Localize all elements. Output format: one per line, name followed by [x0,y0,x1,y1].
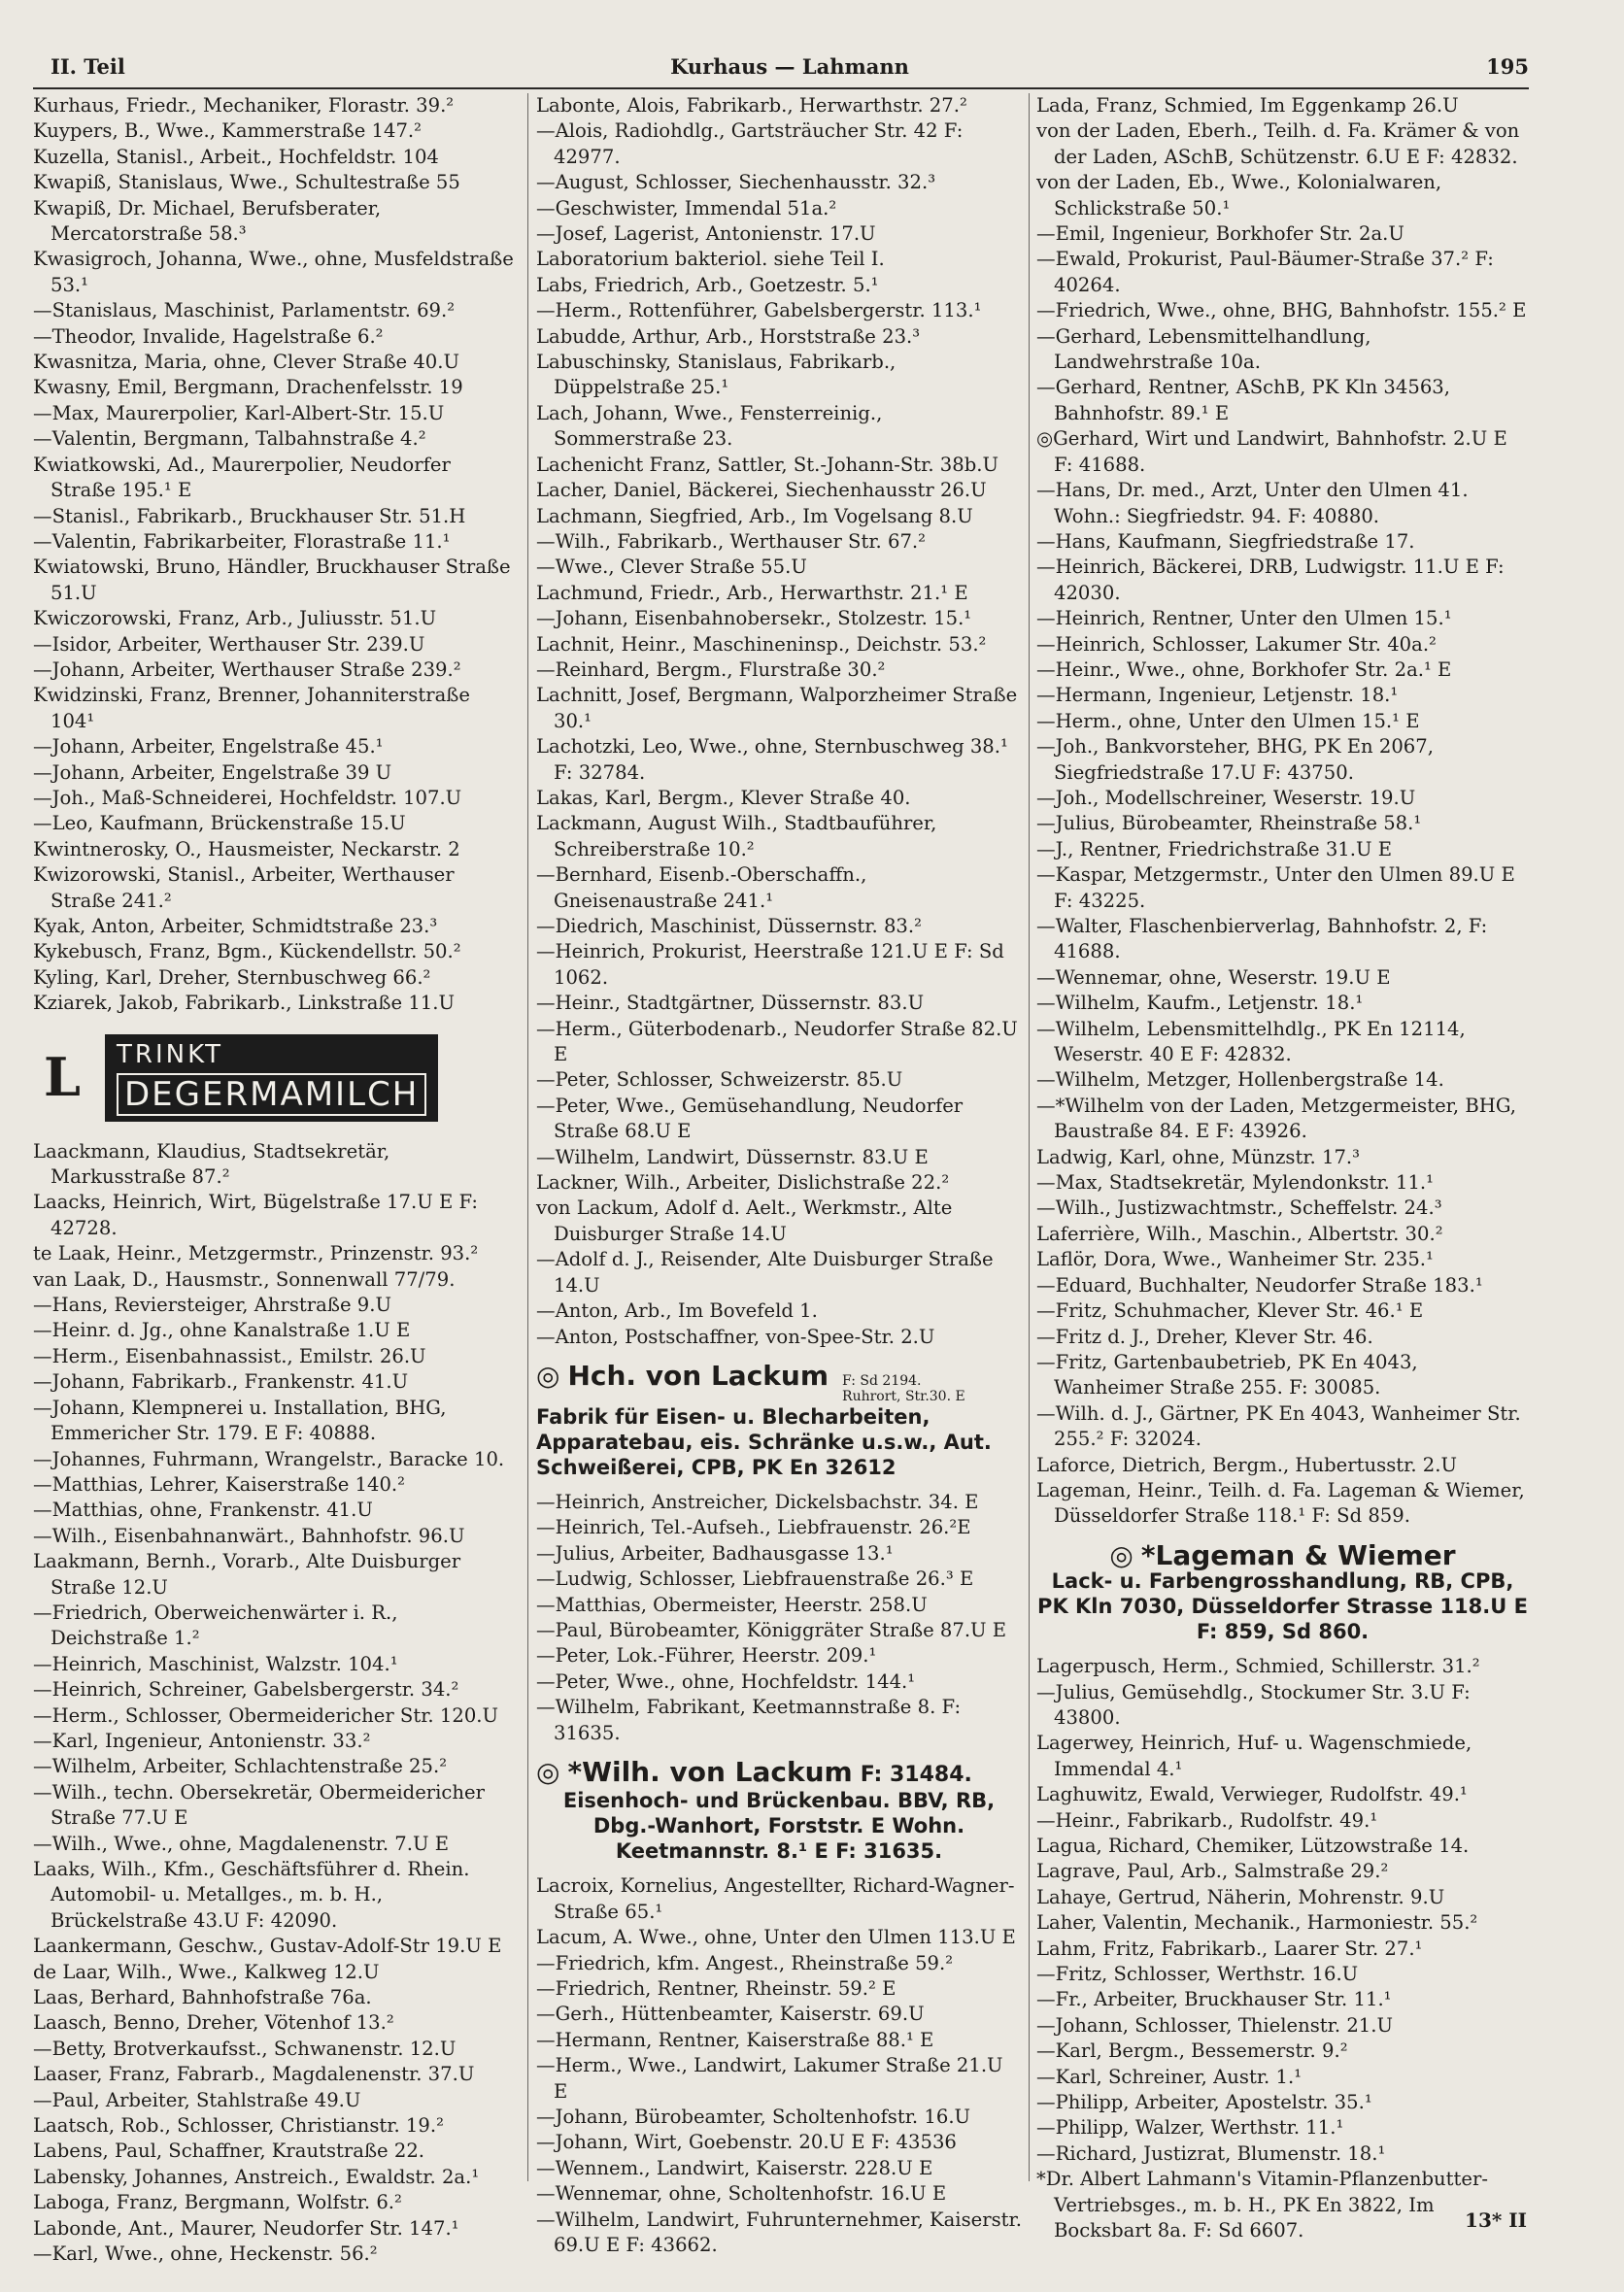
directory-entry: —*Wilhelm von der Laden, Metzgermeister, BHG, Baustraße 84. E F: 43926. [1036,1094,1517,1143]
directory-entry: Lada, Franz, Schmied, Im Eggenkamp 26.U [1036,94,1459,117]
directory-entry: —Karl, Wwe., ohne, Heckenstr. 56.² [33,2242,378,2266]
directory-entry: Kwasny, Emil, Bergmann, Drachenfelsstr. 19 [33,376,463,399]
directory-entry: —Josef, Lagerist, Antonienstr. 17.U [536,222,876,246]
directory-entry: —Heinrich, Bäckerei, DRB, Ludwigstr. 11.U E F: 42030. [1036,556,1505,604]
directory-entry: —Wwe., Clever Straße 55.U [536,556,807,579]
entry-list [536,93,1022,1350]
directory-entry: Lacroix, Kornelius, Angestellter, Richard-Wagner-Straße 65.¹ [536,1874,1015,1923]
directory-entry: —Reinhard, Bergm., Flurstraße 30.² [536,657,886,681]
directory-entry: —Friedrich, Rentner, Rheinstr. 59.² E [536,1977,897,2000]
directory-entry: Lachenicht Franz, Sattler, St.-Johann-Str. 38b.U [536,453,999,476]
directory-entry: Lachnitt, Josef, Bergmann, Walporzheimer Straße 30.¹ [536,684,1018,732]
directory-entry: Labensky, Johannes, Anstreich., Ewaldstr. 2a.¹ [33,2165,480,2188]
directory-entry: —Herm., Eisenbahnassist., Emilstr. 26.U [33,1344,426,1367]
telephone-icon: ◎ [1109,1538,1133,1571]
directory-entry: Lagua, Richard, Chemiker, Lützowstraße 14. [1036,1835,1470,1857]
directory-entry: —Heinr., Fabrikarb., Rudolfstr. 49.¹ [1036,1808,1378,1832]
directory-entry: —Hermann, Ingenieur, Letjenstr. 18.¹ [1036,684,1399,707]
directory-entry: Lageman, Heinr., Teilh. d. Fa. Lageman & Wiemer, Düsseldorfer Straße 118.¹ F: Sd 859. [1036,1478,1525,1528]
directory-entry: —Heinrich, Tel.-Aufseh., Liebfrauenstr. 26.²E [536,1516,971,1539]
directory-entry: —Heinr., Wwe., ohne, Borkhofer Str. 2a.¹ E [1036,657,1452,681]
directory-entry: —Philipp, Walzer, Werthstr. 11.¹ [1036,2116,1344,2140]
directory-entry: —Stanislaus, Maschinist, Parlamentstr. 69.² [33,299,456,322]
directory-entry: —Max, Maurerpolier, Karl-Albert-Str. 15.U [33,401,445,424]
directory-entry: —Philipp, Arbeiter, Apostelstr. 35.¹ [1036,2091,1372,2114]
directory-entry: Laboratorium bakteriol. siehe Teil I. [536,248,885,271]
directory-entry: —Joh., Maß-Schneiderei, Hochfeldstr. 107.U [33,786,462,809]
directory-entry: —Heinrich, Schreiner, Gabelsbergerstr. 34.² [33,1678,459,1702]
directory-entry: —Fritz, Schuhmacher, Klever Str. 46.¹ E [1036,1299,1424,1323]
directory-entry: —Valentin, Fabrikarbeiter, Florastraße 11.¹ [33,529,451,553]
directory-entry: —Julius, Bürobeamter, Rheinstraße 58.¹ [1036,812,1422,835]
directory-entry: —Max, Stadtsekretär, Mylendonkstr. 11.¹ [1036,1171,1435,1195]
entry-list [536,1490,1022,1746]
directory-entry: —Wennemar, ohne, Weserstr. 19.U E [1036,965,1391,989]
directory-entry: —Kaspar, Metzgermstr., Unter den Ulmen 89.U E F: 43225. [1036,863,1515,912]
column-1 [33,93,519,2266]
directory-entry: Lagerwey, Heinrich, Huf- u. Wagenschmiede, Immendal 4.¹ [1036,1732,1472,1780]
directory-entry: von Lackum, Adolf d. Aelt., Werkmstr., Alte Duisburger Straße 14.U [536,1197,953,1245]
directory-entry: —Karl, Bergm., Bessemerstr. 9.² [1036,2039,1348,2063]
directory-entry: —Bernhard, Eisenb.-Oberschaffn., Gneisenaustraße 241.¹ [536,863,867,912]
directory-entry: —Wilh., Wwe., ohne, Magdalenenstr. 7.U E [33,1832,450,1855]
directory-entry: —Hermann, Rentner, Kaiserstraße 88.¹ E [536,2028,934,2051]
business-listing [1036,1538,1529,1644]
directory-entry: —Herm., Schlosser, Obermeidericher Str. 120.U [33,1703,499,1727]
directory-entry: —Heinrich, Schlosser, Lakumer Str. 40a.² [1036,632,1437,656]
directory-entry: von der Laden, Eb., Wwe., Kolonialwaren, Schlickstraße 50.¹ [1036,171,1442,219]
directory-entry: Kwiatowski, Bruno, Händler, Bruckhauser Straße 51.U [33,556,511,604]
directory-entry: Laaser, Franz, Fabrarb., Magdalenenstr. 37.U [33,2063,475,2086]
directory-entry: te Laak, Heinr., Metzgermstr., Prinzenstr. 93.² [33,1242,479,1265]
directory-entry: —Anton, Postschaffner, von-Spee-Str. 2.U [536,1325,935,1348]
directory-entry: —Karl, Schreiner, Austr. 1.¹ [1036,2065,1303,2088]
directory-entry: —Peter, Wwe., Gemüsehandlung, Neudorfer Straße 68.U E [536,1094,964,1143]
directory-entry: —Anton, Arb., Im Bovefeld 1. [536,1299,818,1323]
directory-entry: —Wilhelm, Kaufm., Letjenstr. 18.¹ [1036,992,1364,1015]
directory-entry: —Wilhelm, Landwirt, Düssernstr. 83.U E [536,1145,929,1168]
directory-entry: —Fritz d. J., Dreher, Klever Str. 46. [1036,1325,1373,1348]
business-description: Eisenhoch- und Brückenbau. BBV, RB, Dbg.-Wanhort, Forststr. E Wohn. Keetmannstr. 8.¹ E F: 31635. [562,1789,996,1864]
business-name: *Lageman & Wiemer [1140,1538,1456,1571]
directory-entry: —Julius, Arbeiter, Badhausgasse 13.¹ [536,1541,894,1565]
directory-entry: —Johann, Arbeiter, Engelstraße 39 U [33,760,392,784]
directory-entry: Kwasigroch, Johanna, Wwe., ohne, Musfeldstraße 53.¹ [33,248,514,296]
directory-entry: —Theodor, Invalide, Hagelstraße 6.² [33,324,384,348]
directory-entry: —Joh., Bankvorsteher, BHG, PK En 2067, Siegfriedstraße 17.U F: 43750. [1036,735,1434,784]
header-rule [33,87,1529,89]
directory-entry: Kyling, Karl, Dreher, Sternbuschweg 66.² [33,965,431,989]
directory-entry: Laacks, Heinrich, Wirt, Bügelstraße 17.U E F: 42728. [33,1191,478,1239]
directory-entry: von der Laden, Eberh., Teilh. d. Fa. Krämer & von der Laden, ASchB, Schützenstr. 6.U E F: 42832. [1036,119,1520,168]
page-header [51,49,1529,91]
directory-entry: —Herm., Güterbodenarb., Neudorfer Straße 82.U E [536,1017,1018,1066]
directory-entry: ◎Gerhard, Wirt und Landwirt, Bahnhofstr. 2.U E F: 41688. [1036,427,1507,476]
directory-entry: —Matthias, Lehrer, Kaiserstraße 140.² [33,1472,405,1496]
directory-entry: —Wennem., Landwirt, Kaiserstr. 228.U E [536,2156,933,2179]
directory-entry: —Johann, Klempnerei u. Installation, BHG, Emmericher Str. 179. E F: 40888. [33,1396,447,1445]
directory-entry: —Wennemar, ohne, Scholtenhofstr. 16.U E [536,2182,947,2206]
directory-entry: Kyak, Anton, Arbeiter, Schmidtstraße 23.³ [33,915,438,937]
business-meta [842,1373,965,1404]
business-phone: F: Sd 2194. [842,1372,922,1389]
directory-entry: —Wilhelm, Lebensmittelhdlg., PK En 12114, Weserstr. 40 E F: 42832. [1036,1017,1466,1066]
entry-list [33,1139,519,2268]
directory-entry: —Matthias, Obermeister, Heerstr. 258.U [536,1593,928,1616]
directory-entry: Kwidzinski, Franz, Brenner, Johanniterstraße 104¹ [33,684,470,732]
directory-entry: Lachnit, Heinr., Maschineninsp., Deichstr. 53.² [536,632,987,656]
directory-entry: —Hans, Kaufmann, Siegfriedstraße 17. [1036,529,1415,553]
directory-entry: —Leo, Kaufmann, Brückenstraße 15.U [33,812,406,835]
directory-entry: —Wilh. d. J., Gärtner, PK En 4043, Wanheimer Str. 255.² F: 32024. [1036,1401,1521,1451]
directory-entry: —Valentin, Bergmann, Talbahnstraße 4.² [33,427,426,451]
business-listing [536,1755,1022,1864]
directory-entry: —Herm., Wwe., Landwirt, Lakumer Straße 21.U E [536,2054,1003,2103]
column-divider [1029,93,1030,2181]
business-description: Fabrik für Eisen- u. Blecharbeiten, Apparatebau, eis. Schränke u.s.w., Aut. Schweißerei, CPB, PK En 32612 [536,1404,992,1479]
directory-entry: —Alois, Radiohdlg., Gartsträucher Str. 42 F: 42977. [536,119,964,168]
ad-logo-icon: L [44,1046,81,1109]
directory-entry: —Fritz, Schlosser, Werthstr. 16.U [1036,1963,1359,1986]
directory-entry: —Hans, Reviersteiger, Ahrstraße 9.U [33,1294,391,1317]
directory-entry: —Johann, Arbeiter, Engelstraße 45.¹ [33,735,384,758]
column-divider [527,93,528,2181]
directory-entry: —Peter, Schlosser, Schweizerstr. 85.U [536,1068,903,1092]
directory-entry: Lachmann, Siegfried, Arb., Im Vogelsang 8.U [536,504,973,527]
directory-entry: de Laar, Wilh., Wwe., Kalkweg 12.U [33,1960,380,1983]
directory-entry: —Paul, Bürobeamter, Königgräter Straße 87.U E [536,1618,1007,1641]
directory-entry: —Gerhard, Lebensmittelhandlung, Landwehrstraße 10a. [1036,324,1371,374]
directory-entry: —Gerh., Hüttenbeamter, Kaiserstr. 69.U [536,2003,925,2026]
directory-entry: Labudde, Arthur, Arb., Horststraße 23.³ [536,324,921,348]
directory-entry: —Paul, Arbeiter, Stahlstraße 49.U [33,2088,361,2111]
directory-entry: —Wilhelm, Fabrikant, Keetmannstraße 8. F: 31635. [536,1696,962,1744]
directory-entry: —Friedrich, Oberweichenwärter i. R., Deichstraße 1.² [33,1601,398,1650]
directory-entry: —Diedrich, Maschinist, Düssernstr. 83.² [536,915,922,937]
directory-entry: —Ludwig, Schlosser, Liebfrauenstraße 26.³ E [536,1567,974,1591]
directory-entry: —Wilhelm, Metzger, Hollenbergstraße 14. [1036,1068,1444,1092]
business-description: Lack- u. Farbengrosshandlung, RB, CPB, PK Kln 7030, Düsseldorfer Strasse 118.U E F: 859, Sd 860. [1037,1569,1528,1644]
directory-entry: —Heinr. d. Jg., ohne Kanalstraße 1.U E [33,1319,411,1342]
directory-entry: Lackner, Wilh., Arbeiter, Dislichstraße 22.² [536,1171,950,1195]
directory-entry: Lach, Johann, Wwe., Fensterreinig., Sommerstraße 23. [536,401,883,451]
directory-entry: Lagrave, Paul, Arb., Salmstraße 29.² [1036,1860,1389,1883]
ad-banner [105,1034,438,1122]
directory-entry: —Richard, Justizrat, Blumenstr. 18.¹ [1036,2141,1386,2165]
page-number: 195 [1486,54,1529,79]
directory-entry: —Adolf d. J., Reisender, Alte Duisburger Straße 14.U [536,1248,994,1297]
directory-entry: Labs, Friedrich, Arb., Goetzestr. 5.¹ [536,273,879,296]
directory-entry: —Heinrich, Maschinist, Walzstr. 104.¹ [33,1652,398,1675]
directory-entry: Kwasnitza, Maria, ohne, Clever Straße 40.U [33,351,460,374]
directory-entry: Lagerpusch, Herm., Schmied, Schillerstr. 31.² [1036,1655,1480,1678]
directory-entry: Laaks, Wilh., Kfm., Geschäftsführer d. Rhein. Automobil- u. Metallges., m. b. H., Brückelstraße 43.U F: 42090. [33,1858,470,1932]
directory-entry: —Friedrich, kfm. Angest., Rheinstraße 59.² [536,1951,954,1974]
directory-entry: Laflör, Dora, Wwe., Wanheimer Str. 235.¹ [1036,1248,1434,1271]
directory-entry: —Hans, Dr. med., Arzt, Unter den Ulmen 41. Wohn.: Siegfriedstr. 94. F: 40880. [1036,479,1469,527]
business-listing [536,1359,1022,1480]
business-phone: F: 31484. [860,1762,972,1787]
directory-entry: Kwiatkowski, Ad., Maurerpolier, Neudorfer Straße 195.¹ E [33,453,451,502]
ad-line-2: DEGERMAMILCH [117,1073,426,1116]
business-name: *Wilh. von Lackum [567,1755,853,1788]
directory-entry: Laboga, Franz, Bergmann, Wolfstr. 6.² [33,2191,402,2214]
directory-entry: Kwintnerosky, O., Hausmeister, Neckarstr. 2 [33,837,460,860]
directory-entry: —Karl, Ingenieur, Antonienstr. 33.² [33,1729,371,1752]
directory-entry: Lahm, Fritz, Fabrikarb., Laarer Str. 27.¹ [1036,1937,1423,1960]
directory-entry: Laforce, Dietrich, Bergm., Hubertusstr. 2.U [1036,1453,1457,1476]
business-name: Hch. von Lackum [567,1359,829,1392]
directory-entry: Lachmund, Friedr., Arb., Herwarthstr. 21.¹ E [536,581,968,604]
directory-entry: —J., Rentner, Friedrichstraße 31.U E [1036,837,1393,860]
directory-entry: Laas, Berhard, Bahnhofstraße 76a. [33,1986,372,2009]
directory-entry: Laferrière, Wilh., Maschin., Albertstr. 30.² [1036,1222,1443,1245]
directory-entry: —Herm., ohne, Unter den Ulmen 15.¹ E [1036,709,1420,732]
entry-list [536,1873,1022,2258]
directory-entry: —Herm., Rottenführer, Gabelsbergerstr. 113.¹ [536,299,982,322]
directory-entry: —Wilh., techn. Obersekretär, Obermeidericher Straße 77.U E [33,1780,485,1830]
header-section: II. Teil [51,54,125,79]
page-footer: 13* II [1465,2208,1527,2232]
advertisement [33,1034,519,1122]
directory-entry: —Wilh., Fabrikarb., Werthauser Str. 67.² [536,529,927,553]
directory-entry: Laatsch, Rob., Schlosser, Christianstr. 19.² [33,2114,444,2138]
directory-entry: Labuschinsky, Stanislaus, Fabrikarb., Düppelstraße 25.¹ [536,351,897,399]
directory-entry: —Friedrich, Wwe., ohne, BHG, Bahnhofstr. 155.² E [1036,299,1527,322]
directory-entry: Kuypers, B., Wwe., Kammerstraße 147.² [33,119,422,143]
directory-entry: Kziarek, Jakob, Fabrikarb., Linkstraße 11.U [33,992,456,1015]
directory-entry: Kuzella, Stanisl., Arbeit., Hochfeldstr. 104 [33,145,439,168]
telephone-icon: ◎ [536,1755,560,1788]
directory-entry: Labonde, Ant., Maurer, Neudorfer Str. 147.¹ [33,2216,459,2240]
directory-entry: —Johann, Eisenbahnobersekr., Stolzestr. 15.¹ [536,607,972,630]
directory-entry: Laghuwitz, Ewald, Verwieger, Rudolfstr. 49.¹ [1036,1783,1468,1806]
directory-entry: —Fritz, Gartenbaubetrieb, PK En 4043, Wanheimer Straße 255. F: 30085. [1036,1350,1418,1399]
directory-entry: Laher, Valentin, Mechanik., Harmoniestr. 55.² [1036,1911,1478,1935]
directory-entry: —Eduard, Buchhalter, Neudorfer Straße 183.¹ [1036,1273,1483,1297]
directory-entry: —Johann, Bürobeamter, Scholtenhofstr. 16.U [536,2106,971,2129]
directory-entry: Ladwig, Karl, ohne, Münzstr. 17.³ [1036,1145,1361,1168]
header-range: Kurhaus — Lahmann [670,54,909,79]
directory-entry: —Ewald, Prokurist, Paul-Bäumer-Straße 37.² F: 40264. [1036,248,1494,296]
directory-entry: Labonte, Alois, Fabrikarb., Herwarthstr. 27.² [536,94,967,117]
directory-entry: Labens, Paul, Schaffner, Krautstraße 22. [33,2140,425,2163]
directory-entry: —Isidor, Arbeiter, Werthauser Str. 239.U [33,632,425,656]
directory-entry: —Emil, Ingenieur, Borkhofer Str. 2a.U [1036,222,1404,246]
directory-entry: Kwapiß, Stanislaus, Wwe., Schultestraße 55 [33,171,460,194]
directory-entry: Kwiczorowski, Franz, Arb., Juliusstr. 51.U [33,607,437,630]
entry-list [33,93,519,1017]
directory-entry: —Wilhelm, Landwirt, Fuhrunternehmer, Kaiserstr. 69.U E F: 43662. [536,2208,1022,2257]
directory-entry: Kykebusch, Franz, Bgm., Kückendellstr. 50.² [33,940,461,963]
directory-entry: Laankermann, Geschw., Gustav-Adolf-Str 19.U E [33,1935,502,1958]
directory-entry: —Geschwister, Immendal 51a.² [536,196,837,219]
directory-entry: Laakmann, Bernh., Vorarb., Alte Duisburger Straße 12.U [33,1550,461,1599]
directory-entry: Lahaye, Gertrud, Näherin, Mohrenstr. 9.U [1036,1885,1445,1908]
directory-entry: —Johann, Fabrikarb., Frankenstr. 41.U [33,1370,409,1394]
directory-entry: —Heinrich, Rentner, Unter den Ulmen 15.¹ [1036,607,1452,630]
directory-entry: —Joh., Modellschreiner, Weserstr. 19.U [1036,786,1416,809]
directory-entry: —Johann, Wirt, Goebenstr. 20.U E F: 43536 [536,2131,957,2154]
entry-list [1036,93,1529,1530]
directory-entry: Kwapiß, Dr. Michael, Berufsberater, Mercatorstraße 58.³ [33,196,382,246]
directory-entry: Kwizorowski, Stanisl., Arbeiter, Werthauser Straße 241.² [33,863,455,912]
directory-entry: Lakas, Karl, Bergm., Klever Straße 40. [536,786,911,809]
directory-entry: —Heinr., Stadtgärtner, Düssernstr. 83.U [536,992,925,1015]
directory-entry: —Johannes, Fuhrmann, Wrangelstr., Baracke 10. [33,1447,505,1470]
column-2 [536,93,1022,2257]
entry-list [1036,1654,1529,2243]
directory-entry: —Stanisl., Fabrikarb., Bruckhauser Str. 51.H [33,504,466,527]
business-address: Ruhrort, Str.30. E [842,1388,965,1404]
directory-entry: —Walter, Flaschenbierverlag, Bahnhofstr. 2, F: 41688. [1036,915,1488,963]
telephone-icon: ◎ [536,1359,560,1392]
directory-entry: —Wilh., Eisenbahnanwärt., Bahnhofstr. 96.U [33,1524,465,1547]
directory-entry: —Heinrich, Anstreicher, Dickelsbachstr. 34. E [536,1490,979,1513]
directory-entry: —Peter, Wwe., ohne, Hochfeldstr. 144.¹ [536,1669,916,1693]
directory-entry: —Johann, Schlosser, Thielenstr. 21.U [1036,2013,1393,2037]
directory-entry: Laackmann, Klaudius, Stadtsekretär, Markusstraße 87.² [33,1139,390,1189]
directory-entry: —Peter, Lok.-Führer, Heerstr. 209.¹ [536,1644,877,1668]
directory-entry: Kurhaus, Friedr., Mechaniker, Florastr. 39.² [33,94,455,117]
directory-entry: Laasch, Benno, Dreher, Vötenhof 13.² [33,2011,394,2035]
directory-entry: —Wilhelm, Arbeiter, Schlachtenstraße 25.² [33,1755,448,1778]
directory-entry: Lachotzki, Leo, Wwe., ohne, Sternbuschweg 38.¹ F: 32784. [536,735,1008,784]
directory-entry: *Dr. Albert Lahmann's Vitamin-Pflanzenbutter-Vertriebsges., m. b. H., PK En 3822, Im Bocksbart 8a. F: Sd 6607. [1036,2168,1488,2242]
ad-line-1: TRINKT [117,1039,223,1069]
directory-entry: —Matthias, ohne, Frankenstr. 41.U [33,1499,373,1522]
directory-entry: —Fr., Arbeiter, Bruckhauser Str. 11.¹ [1036,1988,1392,2011]
directory-entry: —August, Schlosser, Siechenhausstr. 32.³ [536,171,936,194]
directory-entry: —Julius, Gemüsehdlg., Stockumer Str. 3.U F: 43800. [1036,1680,1471,1729]
directory-entry: —Johann, Arbeiter, Werthauser Straße 239.² [33,657,461,681]
directory-entry: Lacher, Daniel, Bäckerei, Siechenhausstr 26.U [536,479,987,502]
directory-entry: van Laak, D., Hausmstr., Sonnenwall 77/79. [33,1267,456,1291]
directory-entry: —Gerhard, Rentner, ASchB, PK Kln 34563, Bahnhofstr. 89.¹ E [1036,376,1450,424]
directory-entry: —Wilh., Justizwachtmstr., Scheffelstr. 24.³ [1036,1197,1442,1220]
directory-entry: —Betty, Brotverkaufsst., Schwanenstr. 12.U [33,2037,457,2060]
directory-entry: —Heinrich, Prokurist, Heerstraße 121.U E F: Sd 1062. [536,940,1004,989]
directory-entry: Lacum, A. Wwe., ohne, Unter den Ulmen 113.U E [536,1926,1016,1949]
directory-entry: Lackmann, August Wilh., Stadtbauführer, Schreiberstraße 10.² [536,812,937,860]
